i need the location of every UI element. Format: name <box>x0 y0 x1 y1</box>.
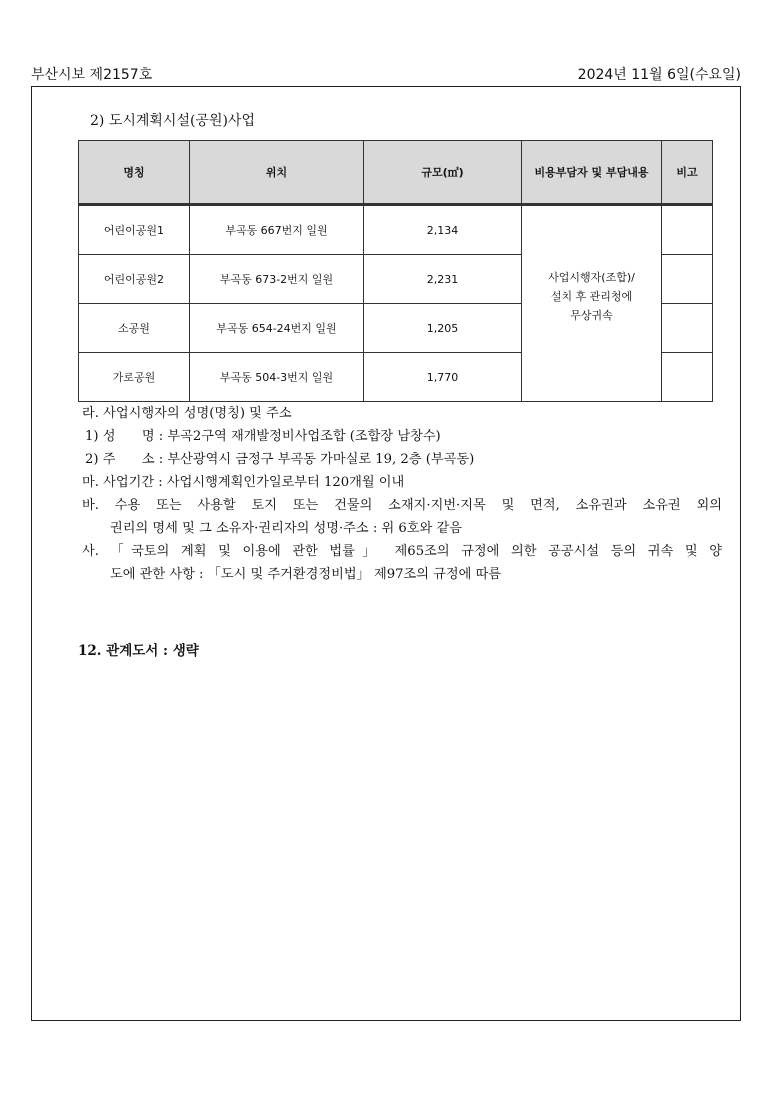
item-sa-line2: 도에 관한 사항 : 「도시 및 주거환경정비법」 제97조의 규정에 따름 <box>110 567 502 582</box>
cell-size: 2,134 <box>364 205 522 255</box>
cell-size: 1,770 <box>364 353 522 402</box>
table-row <box>79 205 713 255</box>
cell-size: 1,205 <box>364 304 522 353</box>
cost-line: 설치 후 관리청에 <box>550 289 633 303</box>
cell-location: 부곡동 667번지 일원 <box>190 205 364 255</box>
cell-cost-bearer <box>522 205 662 402</box>
cost-line: 사업시행자(조합)/ <box>548 270 635 284</box>
cell-note <box>662 205 713 255</box>
cell-name: 어린이공원1 <box>79 205 190 255</box>
header-note: 비고 <box>662 141 713 205</box>
cell-size: 2,231 <box>364 255 522 304</box>
item-ra-address: 2) 주 소 : 부산광역시 금정구 부곡동 가마실로 19, 2층 (부곡동) <box>85 452 475 467</box>
cell-name: 가로공원 <box>79 353 190 402</box>
item-sa-line1: 사. 「국토의 계획 및 이용에 관한 법률」 제65조의 규정에 의한 공공시설 등의 귀속 및 양 <box>82 544 722 559</box>
gazette-date-label: 2024년 11월 6일(수요일) <box>577 67 741 83</box>
item-ra-title: 라. 사업시행자의 성명(명칭) 및 주소 <box>82 406 292 421</box>
cell-note <box>662 304 713 353</box>
cell-location: 부곡동 654-24번지 일원 <box>190 304 364 353</box>
cell-note <box>662 255 713 304</box>
cost-line: 무상귀속 <box>570 308 613 322</box>
body-text <box>82 402 722 586</box>
table-header-row <box>79 141 713 205</box>
section-title: 2) 도시계획시설(공원)사업 <box>90 113 255 129</box>
header-name: 명칭 <box>79 141 190 205</box>
gazette-issue-label: 부산시보 제2157호 <box>31 67 153 83</box>
cell-location: 부곡동 673-2번지 일원 <box>190 255 364 304</box>
cell-name: 소공원 <box>79 304 190 353</box>
header-location: 위치 <box>190 141 364 205</box>
item-ra-name: 1) 성 명 : 부곡2구역 재개발정비사업조합 (조합장 남창수) <box>85 429 441 444</box>
cell-name: 어린이공원2 <box>79 255 190 304</box>
park-facility-table <box>78 140 713 402</box>
item-ma-period: 마. 사업기간 : 사업시행계획인가일로부터 120개월 이내 <box>82 475 405 490</box>
cell-note <box>662 353 713 402</box>
item-ba-line1: 바. 수용 또는 사용할 토지 또는 건물의 소재지·지번·지목 및 면적, 소유권과 소유권 외의 <box>82 498 722 513</box>
header-size: 규모(㎡) <box>364 141 522 205</box>
header-cost: 비용부담자 및 부담내용 <box>522 141 662 205</box>
item-ba-line2: 권리의 명세 및 그 소유자·권리자의 성명·주소 : 위 6호와 같음 <box>110 521 462 536</box>
cell-location: 부곡동 504-3번지 일원 <box>190 353 364 402</box>
related-documents-item: 12. 관계도서 : 생략 <box>78 643 199 659</box>
